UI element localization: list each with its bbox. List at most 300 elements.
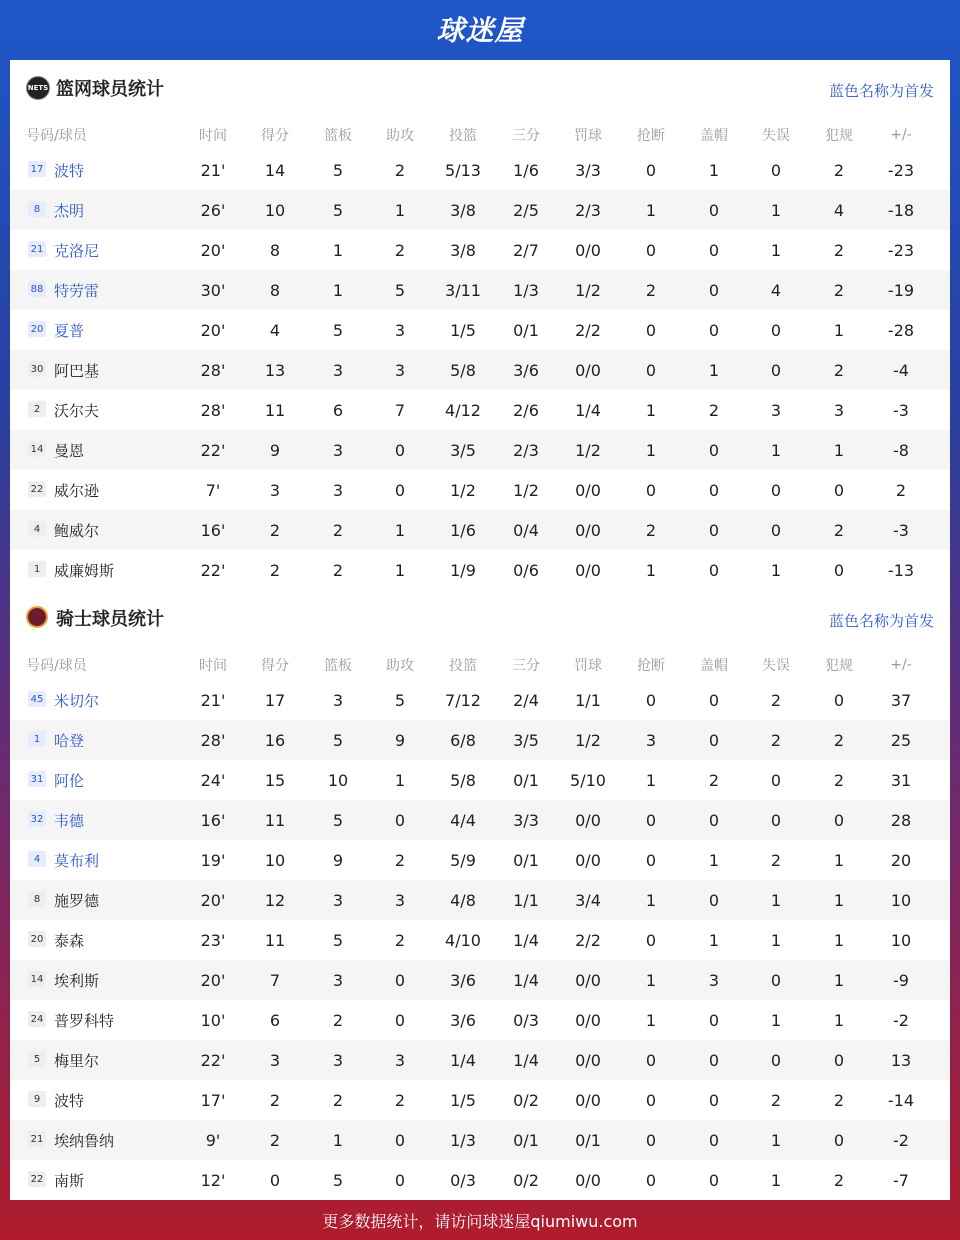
jersey-number: 14	[28, 441, 46, 457]
stat-time: 10'	[200, 1010, 226, 1030]
jersey-number: 5	[28, 1051, 46, 1067]
stat-blocks: 0	[708, 810, 720, 830]
stat-points: 6	[269, 1010, 281, 1030]
cavs-logo-icon	[26, 606, 48, 628]
stat-three: 3/6	[513, 360, 539, 380]
header-time: 时间	[199, 658, 227, 674]
stat-time: 26'	[200, 200, 226, 220]
player-name: 埃纳鲁纳	[54, 1131, 115, 1150]
stat-fg: 5/8	[450, 360, 476, 380]
header-fouls: 犯规	[825, 128, 853, 144]
stat-steals: 0	[645, 1130, 657, 1150]
stat-fouls: 2	[833, 160, 845, 180]
jersey-number: 21	[28, 241, 46, 257]
jersey-number: 4	[28, 851, 46, 867]
stat-assists: 1	[394, 520, 406, 540]
stat-three: 1/4	[513, 1050, 539, 1070]
stat-rebounds: 1	[332, 240, 344, 260]
stat-plusminus: -2	[893, 1130, 909, 1150]
stat-rebounds: 3	[332, 360, 344, 380]
stat-fouls: 1	[833, 970, 845, 990]
stat-blocks: 0	[708, 890, 720, 910]
table-row	[10, 470, 950, 510]
header-points: 得分	[261, 128, 289, 144]
stat-steals: 0	[645, 1090, 657, 1110]
stat-steals: 0	[645, 480, 657, 500]
stat-assists: 2	[394, 1090, 406, 1110]
header-fg: 投篮	[449, 128, 477, 144]
stat-plusminus: -14	[887, 1090, 915, 1110]
header-steals: 抢断	[637, 128, 665, 144]
footer-link[interactable]: 更多数据统计，请访问球迷屋qiumiwu.com	[322, 1211, 638, 1231]
stat-rebounds: 2	[332, 560, 344, 580]
stat-plusminus: 37	[890, 690, 912, 710]
stat-time: 28'	[200, 400, 226, 420]
stat-steals: 1	[645, 560, 657, 580]
jersey-number: 22	[28, 1171, 46, 1187]
header-assists: 助攻	[386, 658, 414, 674]
player-name: 波特	[54, 1091, 85, 1110]
stat-ft: 0/0	[575, 360, 601, 380]
cavs-section	[10, 590, 950, 1200]
stat-assists: 0	[394, 480, 406, 500]
stat-fouls: 1	[833, 930, 845, 950]
nets-header	[10, 60, 950, 120]
player-name[interactable]: 阿伦	[54, 771, 85, 790]
stat-blocks: 1	[708, 930, 720, 950]
stat-fg: 5/9	[450, 850, 476, 870]
stat-ft: 1/2	[575, 280, 601, 300]
stat-time: 23'	[200, 930, 226, 950]
stat-rebounds: 5	[332, 160, 344, 180]
stat-fg: 4/4	[450, 810, 476, 830]
stat-fg: 0/3	[450, 1170, 476, 1190]
stat-three: 2/3	[513, 440, 539, 460]
stat-assists: 0	[394, 440, 406, 460]
player-name: 曼恩	[54, 441, 85, 460]
cavs-player-rows	[10, 680, 950, 1200]
player-name[interactable]: 莫布利	[54, 851, 100, 870]
stat-rebounds: 3	[332, 480, 344, 500]
stat-time: 19'	[200, 850, 226, 870]
stat-fouls: 2	[833, 1170, 845, 1190]
stat-points: 11	[264, 400, 286, 420]
stat-points: 16	[264, 730, 286, 750]
stat-fouls: 2	[833, 280, 845, 300]
stat-blocks: 2	[708, 400, 720, 420]
stat-plusminus: -3	[893, 400, 909, 420]
table-row	[10, 1080, 950, 1120]
stat-three: 0/1	[513, 320, 539, 340]
stat-points: 12	[264, 890, 286, 910]
stat-time: 16'	[200, 520, 226, 540]
stat-fg: 3/6	[450, 970, 476, 990]
cavs-header	[10, 590, 950, 650]
stat-steals: 0	[645, 690, 657, 710]
stat-points: 3	[269, 1050, 281, 1070]
stat-ft: 2/2	[575, 930, 601, 950]
stat-plusminus: 13	[890, 1050, 912, 1070]
stat-points: 11	[264, 810, 286, 830]
stat-three: 0/2	[513, 1090, 539, 1110]
stat-rebounds: 5	[332, 1170, 344, 1190]
stat-three: 2/7	[513, 240, 539, 260]
stat-steals: 1	[645, 200, 657, 220]
header-fouls: 犯规	[825, 658, 853, 674]
stat-fg: 5/8	[450, 770, 476, 790]
stat-three: 3/3	[513, 810, 539, 830]
stat-points: 17	[264, 690, 286, 710]
stat-assists: 1	[394, 560, 406, 580]
stat-time: 30'	[200, 280, 226, 300]
stat-fg: 4/10	[445, 930, 481, 950]
stat-time: 7'	[205, 480, 221, 500]
table-row	[10, 190, 950, 230]
stat-blocks: 0	[708, 1170, 720, 1190]
stat-fouls: 1	[833, 1010, 845, 1030]
jersey-number: 4	[28, 521, 46, 537]
stat-points: 10	[264, 850, 286, 870]
stat-rebounds: 2	[332, 1010, 344, 1030]
stat-steals: 0	[645, 240, 657, 260]
stat-blocks: 2	[708, 770, 720, 790]
table-row	[10, 1120, 950, 1160]
stat-steals: 1	[645, 890, 657, 910]
stat-plusminus: 10	[890, 930, 912, 950]
stat-turnovers: 1	[770, 560, 782, 580]
stat-points: 8	[269, 280, 281, 300]
stat-blocks: 0	[708, 480, 720, 500]
stat-steals: 0	[645, 1170, 657, 1190]
jersey-number: 22	[28, 481, 46, 497]
stat-turnovers: 1	[770, 1130, 782, 1150]
stat-blocks: 0	[708, 1050, 720, 1070]
header-points: 得分	[261, 658, 289, 674]
stat-three: 1/3	[513, 280, 539, 300]
stat-steals: 1	[645, 400, 657, 420]
stat-steals: 1	[645, 1010, 657, 1030]
stat-blocks: 0	[708, 730, 720, 750]
stat-turnovers: 1	[770, 440, 782, 460]
stat-turnovers: 3	[770, 400, 782, 420]
stat-ft: 2/3	[575, 200, 601, 220]
player-name[interactable]: 杰明	[54, 201, 85, 220]
stat-ft: 0/0	[575, 480, 601, 500]
jersey-number: 1	[28, 731, 46, 747]
table-row	[10, 350, 950, 390]
stat-three: 3/5	[513, 730, 539, 750]
stat-plusminus: 2	[895, 480, 907, 500]
stat-blocks: 1	[708, 360, 720, 380]
stat-fg: 3/11	[445, 280, 481, 300]
stat-points: 3	[269, 480, 281, 500]
nets-player-rows	[10, 150, 950, 590]
stat-fouls: 2	[833, 770, 845, 790]
table-row	[10, 430, 950, 470]
stat-assists: 3	[394, 360, 406, 380]
stat-points: 2	[269, 1130, 281, 1150]
header-rebounds: 篮板	[324, 658, 352, 674]
player-name: 施罗德	[54, 891, 100, 910]
stat-blocks: 0	[708, 200, 720, 220]
header-ft: 罚球	[574, 128, 602, 144]
stat-points: 8	[269, 240, 281, 260]
stat-rebounds: 1	[332, 1130, 344, 1150]
jersey-number: 8	[28, 201, 46, 217]
stat-rebounds: 5	[332, 930, 344, 950]
header-assists: 助攻	[386, 128, 414, 144]
table-row	[10, 310, 950, 350]
stat-fouls: 2	[833, 360, 845, 380]
stat-three: 0/2	[513, 1170, 539, 1190]
stat-points: 15	[264, 770, 286, 790]
stat-turnovers: 2	[770, 690, 782, 710]
stat-time: 22'	[200, 1050, 226, 1070]
stat-fouls: 0	[833, 1050, 845, 1070]
stat-plusminus: 25	[890, 730, 912, 750]
table-row	[10, 270, 950, 310]
cavs-title: 骑士球员统计	[56, 609, 164, 630]
stat-turnovers: 1	[770, 1010, 782, 1030]
stat-assists: 2	[394, 930, 406, 950]
stat-plusminus: -18	[887, 200, 915, 220]
stat-blocks: 0	[708, 440, 720, 460]
stat-turnovers: 0	[770, 520, 782, 540]
player-name: 南斯	[54, 1171, 85, 1190]
stat-points: 11	[264, 930, 286, 950]
header-three: 三分	[512, 658, 540, 674]
stats-card	[10, 60, 950, 1200]
stat-time: 22'	[200, 560, 226, 580]
stat-ft: 2/2	[575, 320, 601, 340]
stat-assists: 9	[394, 730, 406, 750]
stat-three: 0/1	[513, 770, 539, 790]
stat-turnovers: 0	[770, 360, 782, 380]
player-name: 泰森	[54, 931, 85, 950]
stat-fg: 1/6	[450, 520, 476, 540]
stat-blocks: 0	[708, 1130, 720, 1150]
stat-three: 0/4	[513, 520, 539, 540]
stat-plusminus: -19	[887, 280, 915, 300]
stat-points: 9	[269, 440, 281, 460]
stat-time: 12'	[200, 1170, 226, 1190]
stat-fouls: 3	[833, 400, 845, 420]
stat-ft: 0/0	[575, 1170, 601, 1190]
nets-section	[10, 60, 950, 590]
player-name[interactable]: 米切尔	[54, 691, 100, 710]
stat-fouls: 2	[833, 1090, 845, 1110]
jersey-number: 31	[28, 771, 46, 787]
nets-logo-icon: NETS	[26, 76, 50, 100]
stat-rebounds: 3	[332, 970, 344, 990]
stat-three: 1/4	[513, 970, 539, 990]
stat-rebounds: 3	[332, 1050, 344, 1070]
table-row	[10, 760, 950, 800]
stat-rebounds: 9	[332, 850, 344, 870]
header-plusminus: +/-	[890, 657, 912, 673]
stat-time: 24'	[200, 770, 226, 790]
stat-turnovers: 0	[770, 320, 782, 340]
jersey-number: 21	[28, 1131, 46, 1147]
stat-steals: 2	[645, 280, 657, 300]
stat-ft: 0/0	[575, 520, 601, 540]
stat-fg: 1/5	[450, 320, 476, 340]
stat-fouls: 2	[833, 240, 845, 260]
stat-fg: 6/8	[450, 730, 476, 750]
stat-three: 0/3	[513, 1010, 539, 1030]
stat-turnovers: 2	[770, 730, 782, 750]
table-row	[10, 550, 950, 590]
stat-time: 28'	[200, 360, 226, 380]
stat-assists: 2	[394, 850, 406, 870]
player-name: 梅里尔	[54, 1051, 100, 1070]
stat-turnovers: 1	[770, 930, 782, 950]
stat-time: 20'	[200, 320, 226, 340]
stat-turnovers: 0	[770, 1050, 782, 1070]
stat-turnovers: 0	[770, 160, 782, 180]
stat-three: 1/4	[513, 930, 539, 950]
jersey-number: 20	[28, 931, 46, 947]
stat-blocks: 0	[708, 1090, 720, 1110]
stat-fouls: 2	[833, 730, 845, 750]
jersey-number: 9	[28, 1091, 46, 1107]
player-name[interactable]: 克洛尼	[54, 241, 100, 260]
player-name[interactable]: 特劳雷	[54, 281, 100, 300]
stat-rebounds: 3	[332, 890, 344, 910]
stat-blocks: 0	[708, 280, 720, 300]
stat-three: 0/1	[513, 1130, 539, 1150]
stat-ft: 0/0	[575, 850, 601, 870]
stat-rebounds: 1	[332, 280, 344, 300]
stat-time: 20'	[200, 890, 226, 910]
player-name: 普罗科特	[54, 1011, 115, 1030]
jersey-number: 30	[28, 361, 46, 377]
stat-assists: 0	[394, 1010, 406, 1030]
stat-points: 4	[269, 320, 281, 340]
stat-turnovers: 1	[770, 200, 782, 220]
stat-turnovers: 2	[770, 850, 782, 870]
stat-assists: 0	[394, 970, 406, 990]
stat-plusminus: -8	[893, 440, 909, 460]
stat-fouls: 1	[833, 850, 845, 870]
stat-time: 22'	[200, 440, 226, 460]
stat-plusminus: -13	[887, 560, 915, 580]
stat-fg: 7/12	[445, 690, 481, 710]
jersey-number: 14	[28, 971, 46, 987]
stat-steals: 0	[645, 1050, 657, 1070]
stat-blocks: 0	[708, 690, 720, 710]
player-name: 威廉姆斯	[54, 561, 115, 580]
stat-fouls: 1	[833, 440, 845, 460]
stat-steals: 0	[645, 160, 657, 180]
stat-three: 2/5	[513, 200, 539, 220]
stat-assists: 0	[394, 1170, 406, 1190]
stat-assists: 5	[394, 280, 406, 300]
jersey-number: 45	[28, 691, 46, 707]
stat-assists: 1	[394, 200, 406, 220]
stat-time: 21'	[200, 690, 226, 710]
table-row	[10, 1040, 950, 1080]
stat-ft: 3/3	[575, 160, 601, 180]
player-name[interactable]: 哈登	[54, 731, 85, 750]
header-turnovers: 失误	[762, 128, 790, 144]
stat-plusminus: -9	[893, 970, 909, 990]
stat-plusminus: -28	[887, 320, 915, 340]
stat-blocks: 0	[708, 1010, 720, 1030]
stat-rebounds: 5	[332, 200, 344, 220]
stat-plusminus: 20	[890, 850, 912, 870]
stat-fouls: 0	[833, 560, 845, 580]
table-row	[10, 800, 950, 840]
stat-fg: 1/2	[450, 480, 476, 500]
stat-assists: 5	[394, 690, 406, 710]
table-row	[10, 680, 950, 720]
stat-plusminus: -23	[887, 240, 915, 260]
header-ft: 罚球	[574, 658, 602, 674]
stat-three: 1/6	[513, 160, 539, 180]
stat-fg: 3/6	[450, 1010, 476, 1030]
player-name[interactable]: 波特	[54, 161, 85, 180]
table-row	[10, 510, 950, 550]
stat-steals: 0	[645, 360, 657, 380]
jersey-number: 8	[28, 891, 46, 907]
stat-assists: 2	[394, 160, 406, 180]
player-name: 沃尔夫	[54, 401, 100, 420]
stat-rebounds: 6	[332, 400, 344, 420]
stat-fg: 1/5	[450, 1090, 476, 1110]
stat-three: 2/6	[513, 400, 539, 420]
stat-steals: 3	[645, 730, 657, 750]
stat-blocks: 0	[708, 320, 720, 340]
table-row	[10, 390, 950, 430]
stat-turnovers: 1	[770, 1170, 782, 1190]
player-name[interactable]: 夏普	[54, 321, 85, 340]
header-steals: 抢断	[637, 658, 665, 674]
stat-plusminus: 28	[890, 810, 912, 830]
stat-time: 17'	[200, 1090, 226, 1110]
stat-steals: 1	[645, 440, 657, 460]
stat-time: 9'	[205, 1130, 221, 1150]
stat-steals: 2	[645, 520, 657, 540]
stat-blocks: 1	[708, 160, 720, 180]
stat-plusminus: -23	[887, 160, 915, 180]
stat-fg: 3/8	[450, 240, 476, 260]
player-name[interactable]: 韦德	[54, 811, 85, 830]
stat-fouls: 0	[833, 480, 845, 500]
stat-blocks: 0	[708, 240, 720, 260]
stat-rebounds: 5	[332, 320, 344, 340]
stat-points: 13	[264, 360, 286, 380]
stat-points: 10	[264, 200, 286, 220]
stat-assists: 0	[394, 810, 406, 830]
stat-assists: 3	[394, 890, 406, 910]
stat-fouls: 2	[833, 520, 845, 540]
header-rebounds: 篮板	[324, 128, 352, 144]
header-blocks: 盖帽	[700, 128, 728, 144]
stat-fouls: 1	[833, 320, 845, 340]
jersey-number: 1	[28, 561, 46, 577]
stat-turnovers: 0	[770, 970, 782, 990]
stat-three: 1/2	[513, 480, 539, 500]
stat-fg: 1/3	[450, 1130, 476, 1150]
stat-fg: 3/8	[450, 200, 476, 220]
player-name: 阿巴基	[54, 361, 100, 380]
stat-ft: 0/0	[575, 970, 601, 990]
stat-ft: 0/0	[575, 810, 601, 830]
header-player: 号码/球员	[26, 658, 87, 674]
stat-three: 0/6	[513, 560, 539, 580]
stat-points: 0	[269, 1170, 281, 1190]
